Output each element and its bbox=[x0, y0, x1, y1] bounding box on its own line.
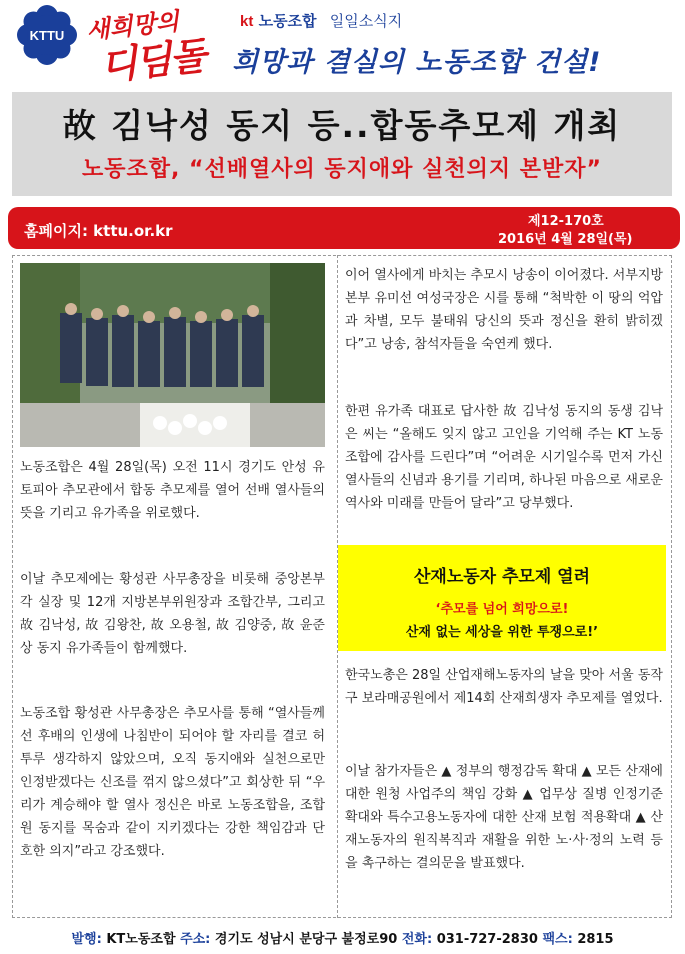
issue-date: 2016년 4월 28일(목) bbox=[498, 232, 633, 247]
footer-fax: 2815 bbox=[577, 932, 614, 947]
footer-fax-label: 팩스: bbox=[542, 932, 573, 947]
homepage-link[interactable]: 홈페이지: kttu.or.kr bbox=[24, 222, 173, 240]
issue-number: 제12-170호 bbox=[528, 214, 604, 229]
sidebar-box-title: 산재노동자 추모제 열려 bbox=[413, 567, 591, 587]
footer-publisher: KT노동조합 bbox=[106, 932, 176, 947]
left-paragraph-1: 노동조합은 4월 28일(목) 오전 11시 경기도 안성 유토피아 추모관에서 합동 추모제를 열어 선배 열사들의 뜻을 기리고 유가족을 위로했다. bbox=[20, 460, 325, 521]
logo-text: KTTU bbox=[29, 28, 65, 43]
right-paragraph-3: 한국노총은 28일 산업재해노동자의 날을 맞아 서울 동작구 보라매공원에서 제14회 산재희생자 추모제를 열었다. bbox=[345, 668, 663, 706]
footer-address: 경기도 성남시 분당구 불정로90 bbox=[214, 932, 398, 947]
footer-phone: 031-727-2830 bbox=[436, 932, 538, 947]
left-paragraph-2: 이날 추모제에는 황성관 사무총장을 비롯해 중앙본부 각 실장 및 12개 지방본부위원장과 조합간부, 그리고 故 김낙성, 故 김왕찬, 故 오용철, 故 김양중, 故 윤준상 동지 유가족들이 함께했다. bbox=[20, 572, 325, 656]
footer-address-label: 주소: bbox=[180, 932, 211, 947]
sidebar-box-slogan-1: ‘추모를 넘어 희망으로! bbox=[435, 602, 569, 617]
footer-phone-label: 전화: bbox=[401, 932, 433, 947]
headline-title: 故 김낙성 동지 등..합동추모제 개최 bbox=[62, 106, 622, 145]
slogan-line2: 디딤돌 bbox=[98, 32, 207, 89]
kttu-logo bbox=[16, 4, 78, 66]
right-paragraph-2: 한편 유가족 대표로 답사한 故 김낙성 동지의 동생 김낙은 씨는 “올해도 잊지 않고 고인을 기억해 주는 KT 노동조합에 감사를 드린다”며 “어려운 시기일수록 먼저 가신 열사들의 신념과 용기를 기리며, 하나된 마음으로 새로운 역사와 미래를 만들어 달라”고 당부했다. bbox=[345, 404, 663, 511]
left-paragraph-3: 노동조합 황성관 사무총장은 추모사를 통해 “열사들께선 후배의 인생에 나침반이 되어야 할 자리를 결코 허투루 생각하지 않았으며, 오직 동지애와 실천으로만 인정받겠다는 신조를 꺾지 않으셨다”고 회상한 뒤 “우리가 계승해야 할 열사 정신은 바로 노동조합을, 조합원 동지를 목숨과 같이 지키겠다는 강한 책임감과 단호한 의지”라고 강조했다. bbox=[20, 706, 325, 859]
right-paragraph-4: 이날 참가자들은 ▲ 정부의 행정감독 확대 ▲ 모든 산재에 대한 원청 사업주의 책임 강화 ▲ 업무상 질병 인정기준 확대와 특수고용노동자에 대한 산재 보험 적용확대 ▲ 산재노동자의 원직복직과 재활을 위한 노·사·정의 노력 등을 촉구하는 결의문을 발표했다. bbox=[345, 764, 663, 871]
slogan-artwork bbox=[80, 4, 230, 89]
tagline: 희망과 결실의 노동조합 건설! bbox=[232, 47, 602, 78]
sidebar-box-slogan-2: 산재 없는 세상을 위한 투쟁으로!’ bbox=[405, 625, 599, 640]
right-paragraph-1: 이어 열사에게 바치는 추모시 낭송이 이어졌다. 서부지방본부 유미선 여성국장은 시를 통해 “척박한 이 땅의 억압과 차별, 모두 불태워 당신의 뜻과 정신을 환히 밝히겠다”고 낭송, 참석자들을 숙연케 했다. bbox=[345, 268, 663, 352]
publication-line bbox=[240, 10, 402, 31]
footer-publisher-label: 발행: bbox=[71, 932, 102, 947]
headline-subtitle: 노동조합, “선배열사의 동지애와 실천의지 본받자” bbox=[82, 157, 602, 182]
slogan-line1: 새희망의 bbox=[84, 6, 181, 45]
union-name: 노동조합 bbox=[258, 12, 317, 30]
footer bbox=[0, 928, 685, 947]
publication-name: 일일소식지 bbox=[329, 12, 403, 30]
memorial-photo bbox=[20, 263, 325, 447]
kt-mark: kt bbox=[240, 13, 254, 30]
